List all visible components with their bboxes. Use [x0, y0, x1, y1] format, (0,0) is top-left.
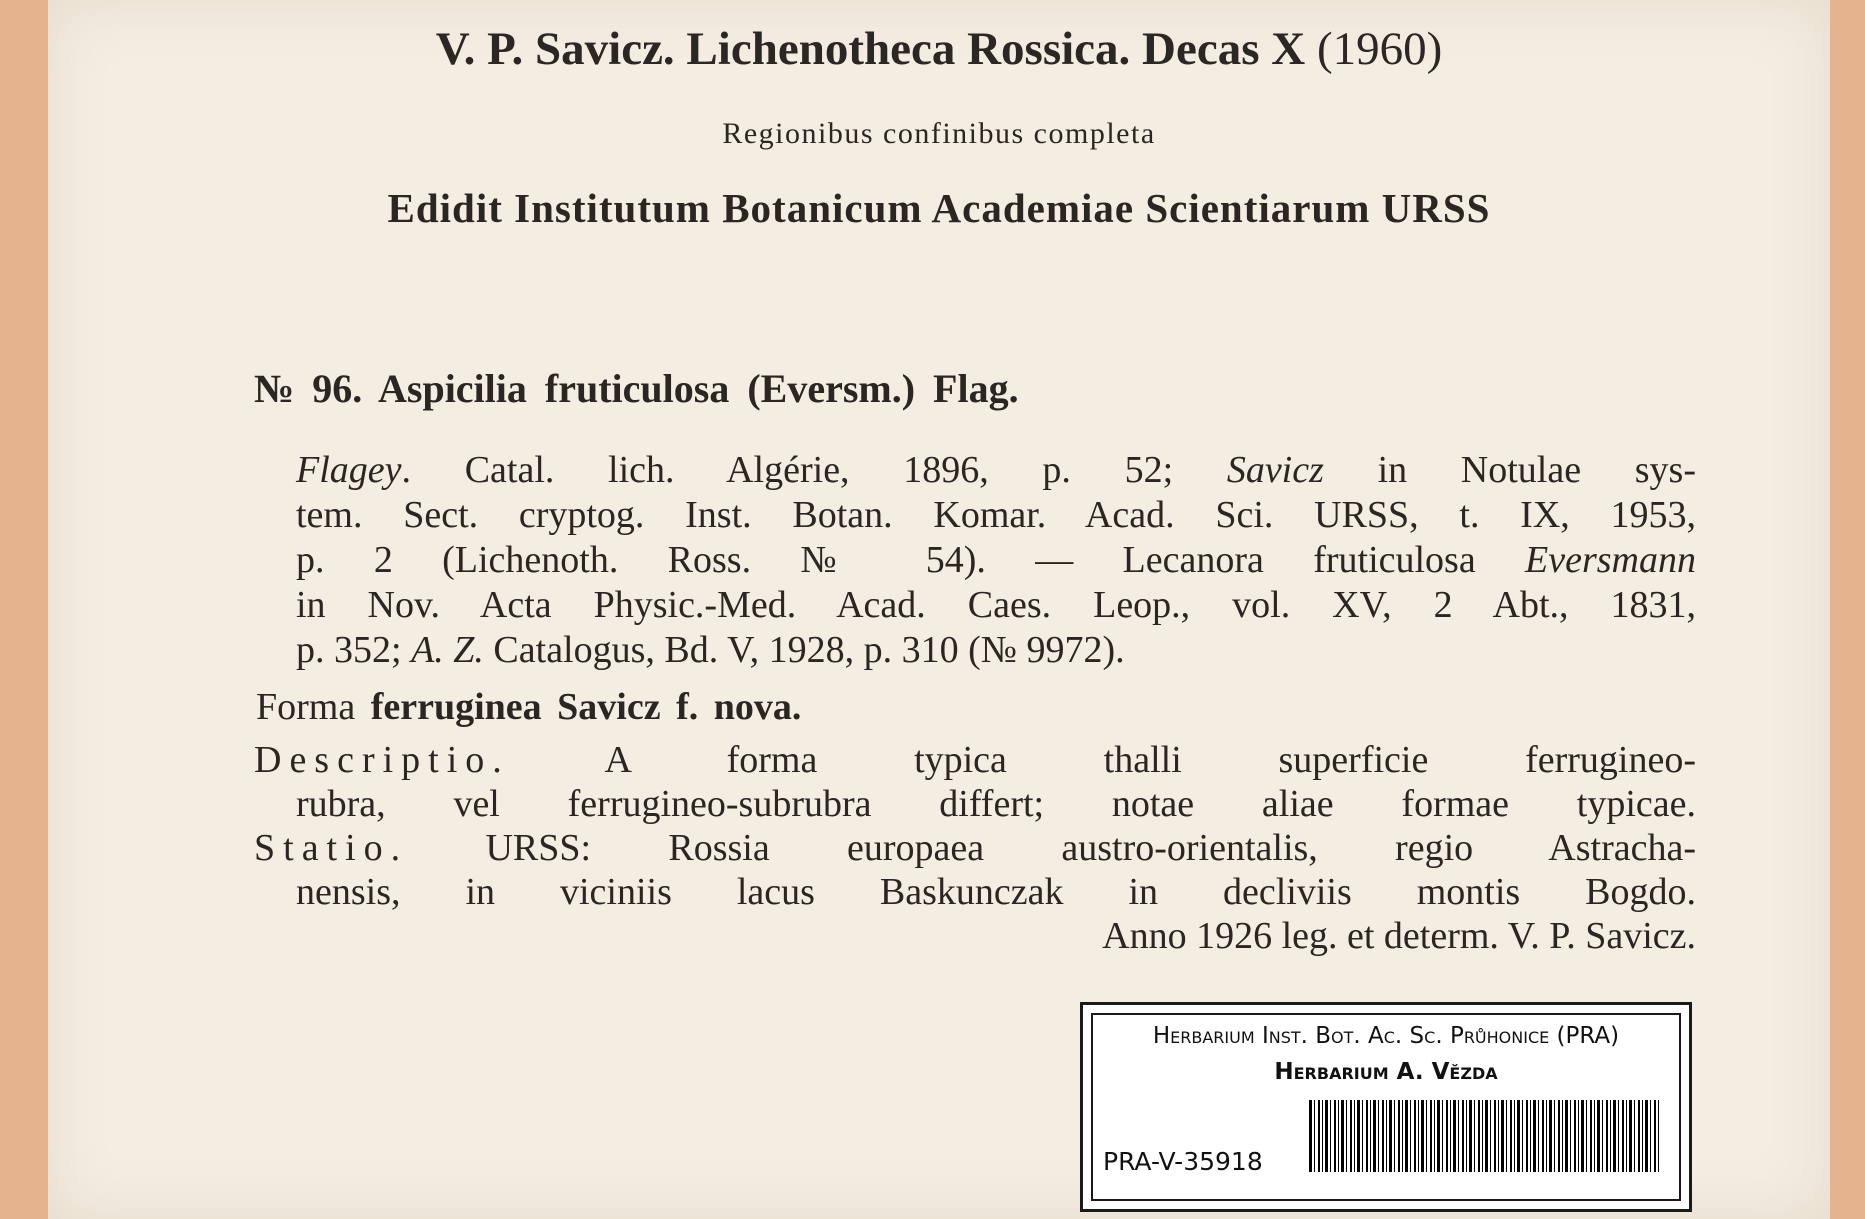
subtitle: Regionibus confinibus completa	[722, 117, 1156, 150]
references-block	[296, 448, 1696, 673]
description-text: A forma typica thalli superficie ferrugineo-	[604, 739, 1696, 781]
description-block	[254, 738, 1696, 958]
label-title: Herbarium Inst. Bot. Ac. Sc. Průhonice (PRA)	[1152, 1023, 1620, 1049]
author-eversmann: Eversmann	[1525, 539, 1696, 581]
herbarium-sheet	[48, 0, 1830, 1219]
description-line	[254, 738, 1696, 782]
label-subtitle: Herbarium A. Vězda	[1274, 1059, 1498, 1085]
author-flagey: Flagey	[296, 449, 402, 491]
title-main: V. P. Savicz. Lichenotheca Rossica. Decas X	[435, 23, 1306, 75]
barcode	[1309, 1100, 1659, 1172]
statio-text: URSS: Rossia europaea austro-orientalis, regio Astracha-	[485, 827, 1697, 869]
forma-heading	[256, 685, 801, 729]
reference-text: in Notulae sys-	[1323, 449, 1696, 491]
reference-line	[296, 448, 1696, 493]
herbarium-label	[1080, 1002, 1692, 1212]
statio-line: nensis, in viciniis lacus Baskunczak in decliviis montis Bogdo.	[296, 871, 1696, 913]
page-title	[48, 22, 1830, 76]
reference-line	[296, 628, 1696, 673]
specimen-id: PRA-V-35918	[1103, 1147, 1263, 1176]
reference-line: in Nov. Acta Physic.-Med. Acad. Caes. Leop., vol. XV, 2 Abt., 1831,	[296, 584, 1696, 626]
title-year: (1960)	[1316, 23, 1443, 75]
reference-text: p. 352;	[296, 629, 412, 671]
forma-name: ferruginea Savicz f. nova.	[370, 686, 802, 728]
statio-line	[254, 826, 1696, 870]
forma-prefix: Forma	[256, 686, 356, 728]
reference-text: . Catal. lich. Algérie, 1896, p. 52;	[401, 449, 1227, 491]
publisher: Edidit Institutum Botanicum Academiae Scientiarum URSS	[387, 185, 1491, 231]
description-line: rubra, vel ferrugineo-subrubra differt; notae aliae formae typicae.	[296, 783, 1696, 825]
species-heading: № 96. Aspicilia fruticulosa (Eversm.) Flag.	[254, 366, 1019, 411]
reference-text: p. 2 (Lichenoth. Ross. № 54). — Lecanora fruticulosa	[296, 539, 1526, 581]
reference-text: Catalogus, Bd. V, 1928, p. 310 (№ 9972).	[483, 629, 1125, 671]
reference-line: tem. Sect. cryptog. Inst. Botan. Komar. Acad. Sci. URSS, t. IX, 1953,	[296, 494, 1696, 536]
statio-label: Statio.	[254, 827, 409, 869]
collector-line: Anno 1926 leg. et determ. V. P. Savicz.	[1102, 915, 1696, 957]
descriptio-label: Descriptio.	[254, 739, 510, 781]
author-az: A. Z.	[411, 629, 484, 671]
reference-line	[296, 538, 1696, 583]
author-savicz: Savicz	[1226, 449, 1324, 491]
